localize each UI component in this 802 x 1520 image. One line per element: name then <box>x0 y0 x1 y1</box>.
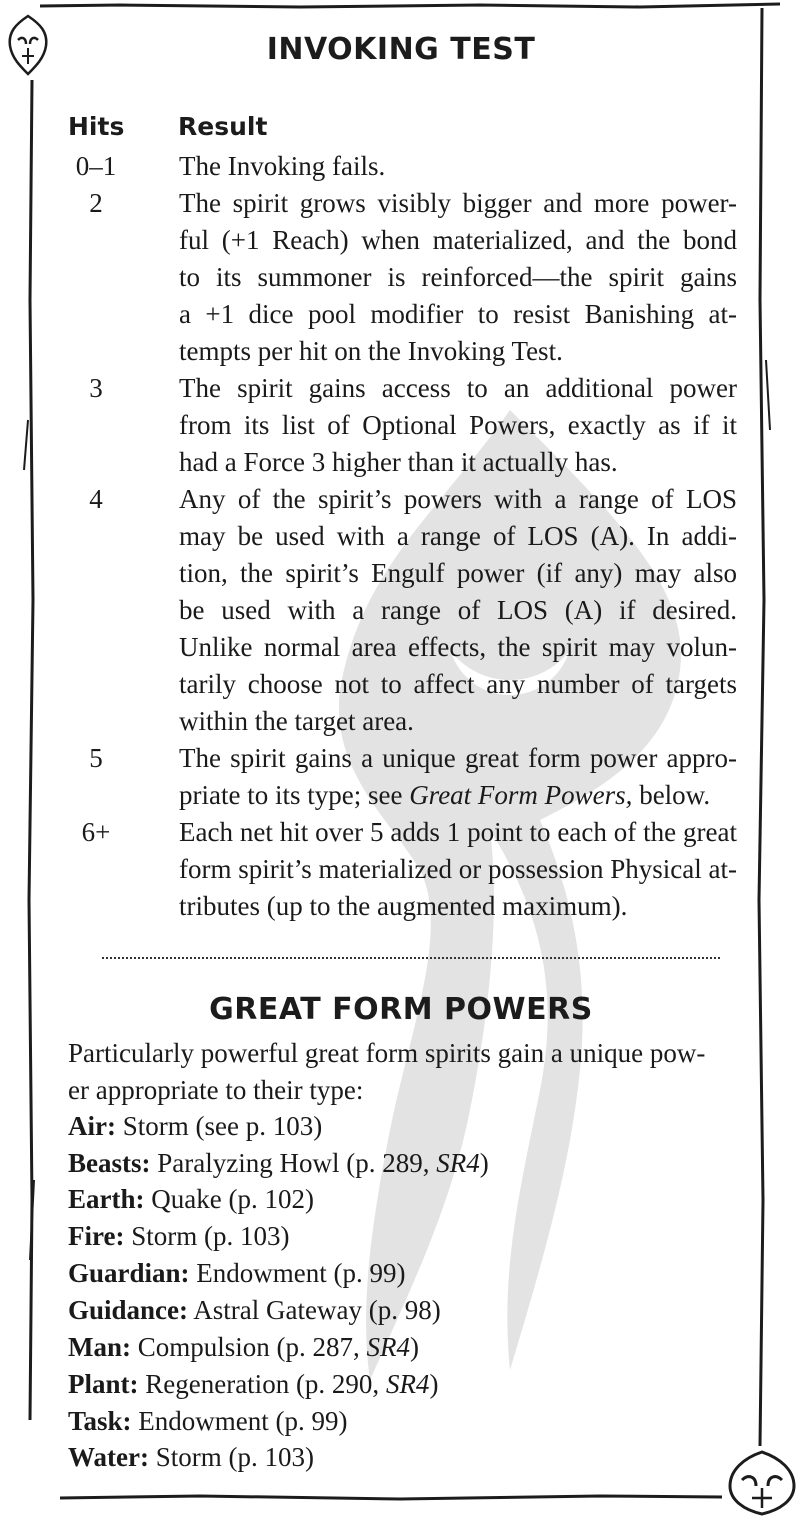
intro-line: Particularly powerful great form spirits gain a unique pow- <box>68 1038 706 1068</box>
result-line: from its list of Optional Powers, exactly as if it <box>179 410 737 440</box>
great-form-powers-reference: Great Form Powers, <box>409 780 633 810</box>
power-text: Quake (p. 102) <box>144 1184 314 1214</box>
hits-value: 2 <box>89 188 103 218</box>
hits-value: 4 <box>89 484 103 514</box>
result-line: The spirit grows visibly bigger and more power- <box>179 188 737 218</box>
great-form-intro <box>68 1035 738 1109</box>
result-line: Any of the spirit’s powers with a range of LOS <box>179 484 737 514</box>
result-line: within the target area. <box>179 706 414 736</box>
result-line: The spirit gains access to an additional power <box>179 373 737 403</box>
power-text-end: ) <box>479 1148 489 1178</box>
result-line-suffix: below. <box>632 780 711 810</box>
book-reference: SR4 <box>366 1332 411 1362</box>
result-text <box>179 481 737 740</box>
intro-line: er appropriate to their type: <box>68 1075 364 1105</box>
result-text <box>179 814 737 925</box>
power-text: Storm (see p. 103) <box>115 1111 323 1141</box>
power-entry-beasts <box>68 1145 489 1182</box>
dotted-divider <box>102 957 720 959</box>
hits-value: 0–1 <box>75 151 117 181</box>
great-form-powers-title: GREAT FORM POWERS <box>209 992 593 1027</box>
hits-value: 6+ <box>81 817 111 847</box>
power-entry-fire <box>68 1218 289 1255</box>
spirit-type: Plant: <box>68 1369 139 1399</box>
result-line: The spirit gains a unique great form power appro- <box>179 743 737 773</box>
result-line: a +1 dice pool modifier to resist Banishing at- <box>179 299 737 329</box>
power-text: Paralyzing Howl (p. 289, <box>150 1148 437 1178</box>
result-line: tempts per hit on the Invoking Test. <box>179 336 563 366</box>
tribal-mask-icon <box>724 1448 800 1516</box>
invoking-test-title: INVOKING TEST <box>266 32 536 67</box>
result-line: Each net hit over 5 adds 1 point to each of the great <box>179 817 737 847</box>
spirit-type: Earth: <box>68 1184 145 1214</box>
spirit-type: Water: <box>68 1442 149 1472</box>
power-entry-man <box>68 1329 419 1366</box>
power-text: Storm (p. 103) <box>148 1442 314 1472</box>
spirit-type: Guardian: <box>68 1258 190 1288</box>
power-entry-water <box>68 1439 314 1476</box>
power-entry-guidance <box>68 1292 441 1329</box>
spirit-type: Man: <box>68 1332 131 1362</box>
book-reference: SR4 <box>385 1369 430 1399</box>
power-text: Endowment (p. 99) <box>131 1406 348 1436</box>
result-column-header: Result <box>178 112 268 141</box>
spirit-type: Beasts: <box>68 1148 151 1178</box>
power-text: Endowment (p. 99) <box>189 1258 406 1288</box>
power-text: Regeneration (p. 290, <box>138 1369 386 1399</box>
hits-column-header: Hits <box>68 112 125 141</box>
power-text: Storm (p. 103) <box>124 1221 290 1251</box>
power-entry-plant <box>68 1366 438 1403</box>
result-text <box>179 740 737 814</box>
spirit-type: Guidance: <box>68 1295 189 1325</box>
power-entry-air <box>68 1108 322 1145</box>
result-line: Unlike normal area effects, the spirit may volun- <box>179 632 737 662</box>
power-text: Compulsion (p. 287, <box>131 1332 367 1362</box>
spirit-type: Fire: <box>68 1221 125 1251</box>
power-entry-guardian <box>68 1255 406 1292</box>
result-line: had a Force 3 higher than it actually has. <box>179 447 618 477</box>
result-line: be used with a range of LOS (A) if desired. <box>179 595 737 625</box>
result-line: ful (+1 Reach) when materialized, and the bond <box>179 225 737 255</box>
hits-value: 5 <box>89 743 103 773</box>
result-line: tarily choose not to affect any number of targets <box>179 669 737 699</box>
result-line: may be used with a range of LOS (A). In addi- <box>179 521 737 551</box>
power-entry-task <box>68 1403 348 1440</box>
result-line-prefix: priate to its type; see <box>179 780 410 810</box>
result-line: form spirit’s materialized or possession Physical at- <box>179 854 737 884</box>
hits-value: 3 <box>89 373 103 403</box>
power-text: Astral Gateway (p. 98) <box>188 1295 441 1325</box>
result-text <box>179 148 737 185</box>
spirit-type: Task: <box>68 1406 132 1436</box>
power-entry-earth <box>68 1181 314 1218</box>
result-text <box>179 370 737 481</box>
result-line: The Invoking fails. <box>179 151 386 181</box>
result-line: tion, the spirit’s Engulf power (if any) may also <box>179 558 737 588</box>
result-line: tributes (up to the augmented maximum). <box>179 891 628 921</box>
result-line <box>179 777 737 814</box>
result-text <box>179 185 737 370</box>
power-text-end: ) <box>410 1332 420 1362</box>
spirit-type: Air: <box>68 1111 116 1141</box>
power-text-end: ) <box>429 1369 439 1399</box>
result-line: to its summoner is reinforced—the spirit gains <box>179 262 737 292</box>
book-reference: SR4 <box>436 1148 480 1178</box>
